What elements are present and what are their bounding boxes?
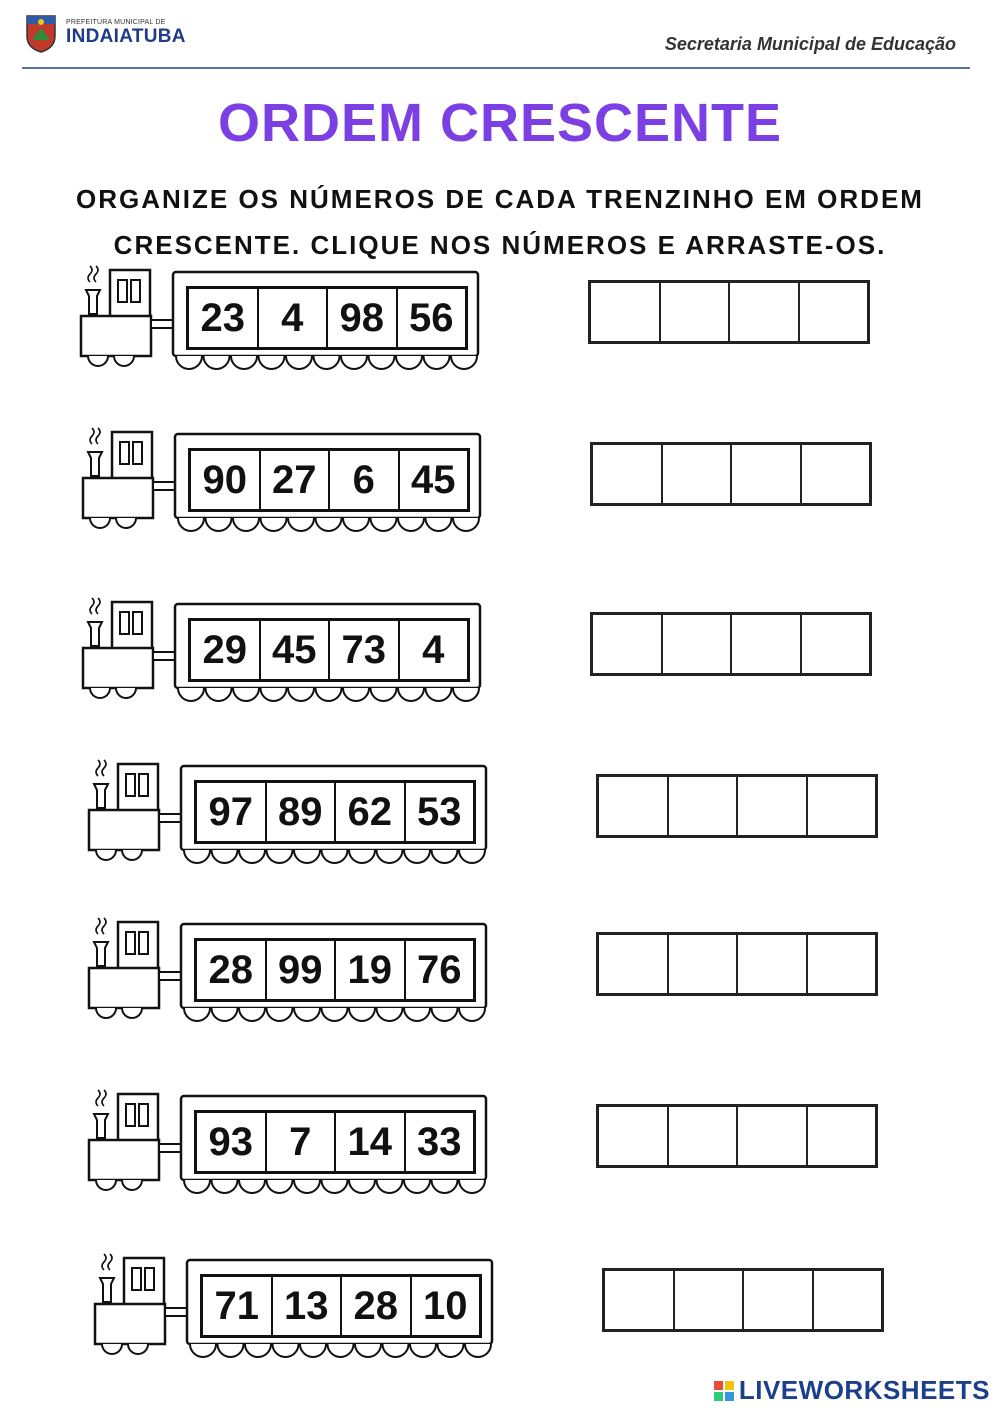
instruction-line-1: ORGANIZE OS NÚMEROS DE CADA TRENZINHO EM ORDEM xyxy=(76,184,924,214)
draggable-number[interactable]: 53 xyxy=(406,783,474,841)
draggable-number[interactable]: 10 xyxy=(412,1277,480,1335)
page-title: ORDEM CRESCENTE xyxy=(217,93,783,153)
answer-drop-slot[interactable] xyxy=(802,445,870,503)
answer-drop-slot[interactable] xyxy=(605,1271,675,1329)
train-exercise-2 xyxy=(80,420,880,550)
answer-drop-slot[interactable] xyxy=(738,777,808,835)
city-emblem-icon xyxy=(22,12,60,54)
answer-boxes xyxy=(602,1268,884,1332)
draggable-number[interactable]: 93 xyxy=(197,1113,267,1171)
logo-city-name: INDAIATUBA xyxy=(66,26,186,47)
train-exercise-7 xyxy=(92,1246,892,1376)
wagon-numbers xyxy=(194,780,476,844)
instruction-line-2: CRESCENTE. CLIQUE NOS NÚMEROS E ARRASTE-OS. xyxy=(113,230,887,260)
draggable-number[interactable]: 4 xyxy=(259,289,329,347)
draggable-number[interactable]: 89 xyxy=(267,783,337,841)
wagon-numbers xyxy=(188,618,470,682)
draggable-number[interactable]: 29 xyxy=(191,621,261,679)
answer-drop-slot[interactable] xyxy=(675,1271,745,1329)
answer-drop-slot[interactable] xyxy=(800,283,868,341)
train-exercise-4 xyxy=(86,752,886,882)
indaiatuba-logo xyxy=(22,10,222,56)
answer-drop-slot[interactable] xyxy=(808,1107,876,1165)
answer-drop-slot[interactable] xyxy=(669,935,739,993)
draggable-number[interactable]: 7 xyxy=(267,1113,337,1171)
draggable-number[interactable]: 99 xyxy=(267,941,337,999)
answer-drop-slot[interactable] xyxy=(661,283,731,341)
answer-drop-slot[interactable] xyxy=(669,777,739,835)
instructions xyxy=(70,176,930,268)
answer-drop-slot[interactable] xyxy=(738,1107,808,1165)
answer-boxes xyxy=(596,1104,878,1168)
answer-drop-slot[interactable] xyxy=(599,935,669,993)
draggable-number[interactable]: 76 xyxy=(406,941,474,999)
answer-drop-slot[interactable] xyxy=(738,935,808,993)
department-name: Secretaria Municipal de Educação xyxy=(664,34,956,54)
draggable-number[interactable]: 6 xyxy=(330,451,400,509)
draggable-number[interactable]: 62 xyxy=(336,783,406,841)
answer-drop-slot[interactable] xyxy=(599,1107,669,1165)
answer-drop-slot[interactable] xyxy=(732,615,802,673)
answer-drop-slot[interactable] xyxy=(732,445,802,503)
draggable-number[interactable]: 28 xyxy=(197,941,267,999)
wagon-numbers xyxy=(188,448,470,512)
answer-drop-slot[interactable] xyxy=(593,445,663,503)
header-divider xyxy=(22,67,970,69)
draggable-number[interactable]: 28 xyxy=(342,1277,412,1335)
answer-drop-slot[interactable] xyxy=(730,283,800,341)
answer-boxes xyxy=(590,612,872,676)
brand-text: LIVEWORKSHEETS xyxy=(738,1375,990,1405)
draggable-number[interactable]: 56 xyxy=(398,289,466,347)
answer-boxes xyxy=(596,932,878,996)
draggable-number[interactable]: 71 xyxy=(203,1277,273,1335)
draggable-number[interactable]: 90 xyxy=(191,451,261,509)
answer-drop-slot[interactable] xyxy=(591,283,661,341)
wagon-numbers xyxy=(194,1110,476,1174)
answer-drop-slot[interactable] xyxy=(744,1271,814,1329)
train-exercise-1 xyxy=(78,258,878,388)
draggable-number[interactable]: 73 xyxy=(330,621,400,679)
answer-boxes xyxy=(596,774,878,838)
answer-drop-slot[interactable] xyxy=(599,777,669,835)
liveworksheets-logo-icon xyxy=(713,1380,735,1402)
draggable-number[interactable]: 27 xyxy=(261,451,331,509)
wagon-numbers xyxy=(194,938,476,1002)
logo-caption: PREFEITURA MUNICIPAL DE xyxy=(66,19,166,26)
draggable-number[interactable]: 13 xyxy=(273,1277,343,1335)
wagon-numbers xyxy=(200,1274,482,1338)
train-exercise-6 xyxy=(86,1082,886,1212)
answer-drop-slot[interactable] xyxy=(669,1107,739,1165)
answer-drop-slot[interactable] xyxy=(663,445,733,503)
answer-drop-slot[interactable] xyxy=(808,935,876,993)
draggable-number[interactable]: 4 xyxy=(400,621,468,679)
train-exercise-3 xyxy=(80,590,880,720)
answer-drop-slot[interactable] xyxy=(593,615,663,673)
answer-drop-slot[interactable] xyxy=(814,1271,882,1329)
draggable-number[interactable]: 14 xyxy=(336,1113,406,1171)
draggable-number[interactable]: 98 xyxy=(328,289,398,347)
draggable-number[interactable]: 97 xyxy=(197,783,267,841)
liveworksheets-brand xyxy=(713,1375,990,1406)
answer-boxes xyxy=(590,442,872,506)
draggable-number[interactable]: 23 xyxy=(189,289,259,347)
answer-drop-slot[interactable] xyxy=(808,777,876,835)
draggable-number[interactable]: 45 xyxy=(261,621,331,679)
answer-drop-slot[interactable] xyxy=(802,615,870,673)
draggable-number[interactable]: 33 xyxy=(406,1113,474,1171)
train-exercise-5 xyxy=(86,910,886,1040)
answer-boxes xyxy=(588,280,870,344)
page-header xyxy=(0,0,1000,72)
answer-drop-slot[interactable] xyxy=(663,615,733,673)
wagon-numbers xyxy=(186,286,468,350)
draggable-number[interactable]: 19 xyxy=(336,941,406,999)
draggable-number[interactable]: 45 xyxy=(400,451,468,509)
